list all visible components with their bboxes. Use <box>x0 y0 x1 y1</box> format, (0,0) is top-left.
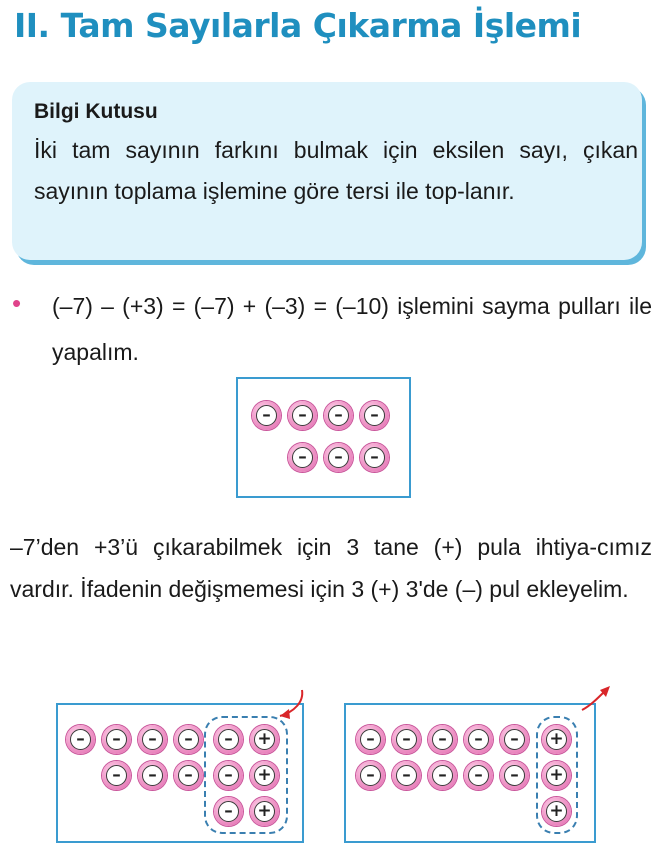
negative-chip <box>324 401 353 430</box>
plus-sign-icon: + <box>546 765 567 786</box>
minus-sign-icon: – <box>364 447 385 468</box>
minus-sign-icon: – <box>218 729 239 750</box>
positive-chip <box>542 761 571 790</box>
negative-chip <box>360 401 389 430</box>
negative-chip <box>66 725 95 754</box>
negative-chip <box>102 725 131 754</box>
minus-sign-icon: – <box>218 801 239 822</box>
negative-chip <box>392 761 421 790</box>
minus-sign-icon: – <box>256 405 277 426</box>
positive-chip <box>250 725 279 754</box>
minus-sign-icon: – <box>178 729 199 750</box>
negative-chip <box>214 761 243 790</box>
negative-chip <box>174 761 203 790</box>
plus-sign-icon: + <box>254 765 275 786</box>
example-text: (–7) – (+3) = (–7) + (–3) = (–10) işlemini sayma pulları ile yapalım. <box>52 293 652 365</box>
negative-chip <box>360 443 389 472</box>
minus-sign-icon: – <box>364 405 385 426</box>
minus-sign-icon: – <box>292 447 313 468</box>
positive-chip <box>542 797 571 826</box>
negative-chip <box>356 761 385 790</box>
plus-sign-icon: + <box>546 729 567 750</box>
arrow-icon <box>578 684 618 714</box>
negative-chip <box>138 725 167 754</box>
negative-chip <box>464 761 493 790</box>
chip-figure-removed-positives <box>344 703 596 843</box>
minus-sign-icon: – <box>178 765 199 786</box>
info-box-heading: Bilgi Kutusu <box>34 100 158 123</box>
minus-sign-icon: – <box>106 765 127 786</box>
bullet-icon: • <box>12 288 22 318</box>
minus-sign-icon: – <box>328 405 349 426</box>
negative-chip <box>428 761 457 790</box>
minus-sign-icon: – <box>504 729 525 750</box>
negative-chip <box>428 725 457 754</box>
plus-sign-icon: + <box>546 801 567 822</box>
positive-chip <box>250 761 279 790</box>
minus-sign-icon: – <box>504 765 525 786</box>
positive-chip <box>250 797 279 826</box>
page-title: II. Tam Sayılarla Çıkarma İşlemi <box>14 6 582 45</box>
negative-chip <box>464 725 493 754</box>
negative-chip <box>214 725 243 754</box>
minus-sign-icon: – <box>292 405 313 426</box>
minus-sign-icon: – <box>396 765 417 786</box>
negative-chip <box>500 761 529 790</box>
plus-sign-icon: + <box>254 729 275 750</box>
minus-sign-icon: – <box>432 729 453 750</box>
minus-sign-icon: – <box>468 765 489 786</box>
negative-chip <box>392 725 421 754</box>
info-box-text: İki tam sayının farkını bulmak için eksilen sayı, çıkan sayının toplama işlemine göre tersi ile top-lanır. <box>34 137 638 204</box>
chip-figure-initial <box>236 377 411 498</box>
plus-sign-icon: + <box>254 801 275 822</box>
positive-chip <box>542 725 571 754</box>
minus-sign-icon: – <box>360 765 381 786</box>
negative-chip <box>288 401 317 430</box>
minus-sign-icon: – <box>106 729 127 750</box>
negative-chip <box>324 443 353 472</box>
minus-sign-icon: – <box>328 447 349 468</box>
minus-sign-icon: – <box>432 765 453 786</box>
minus-sign-icon: – <box>70 729 91 750</box>
chip-figure-added-pairs <box>56 703 304 843</box>
minus-sign-icon: – <box>396 729 417 750</box>
minus-sign-icon: – <box>142 729 163 750</box>
minus-sign-icon: – <box>142 765 163 786</box>
negative-chip <box>138 761 167 790</box>
minus-sign-icon: – <box>360 729 381 750</box>
minus-sign-icon: – <box>218 765 239 786</box>
explanation-text: –7’den +3’ü çıkarabilmek için 3 tane (+) pula ihtiya-cımız vardır. İfadenin değişmemesi için 3 (+) 3'de (–) pul ekleyelim. <box>10 534 652 602</box>
negative-chip <box>252 401 281 430</box>
negative-chip <box>102 761 131 790</box>
negative-chip <box>174 725 203 754</box>
info-box <box>12 82 642 260</box>
negative-chip <box>214 797 243 826</box>
arrow-icon <box>272 688 312 728</box>
negative-chip <box>356 725 385 754</box>
negative-chip <box>500 725 529 754</box>
minus-sign-icon: – <box>468 729 489 750</box>
negative-chip <box>288 443 317 472</box>
